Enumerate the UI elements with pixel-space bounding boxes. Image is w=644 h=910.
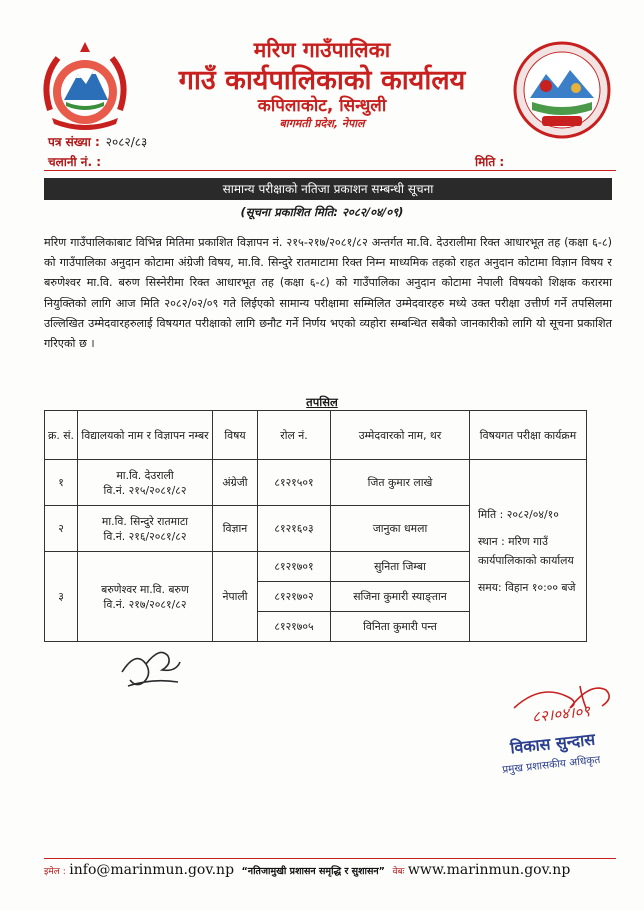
website-label: वेबः <box>392 867 405 877</box>
table-header-row <box>45 411 587 460</box>
website-link[interactable]: www.marinmun.gov.np <box>407 862 571 878</box>
letter-number <box>48 133 147 150</box>
table-row <box>45 460 587 506</box>
exam-schedule <box>470 460 587 642</box>
header-school: विद्यालयको नाम र विज्ञापन नम्बर <box>78 411 213 460</box>
header-office-name: गाउँ कार्यपालिकाको कार्यालय <box>178 65 466 96</box>
row-sn: २ <box>45 506 78 552</box>
letter-number-value: २०८२/८३ <box>105 135 148 149</box>
schedule-date: मिति : २०८२/०४/१० <box>478 507 559 521</box>
header-province: बागमती प्रदेश, नेपाल <box>279 117 365 130</box>
email-label: इमेल : <box>44 867 66 877</box>
notice-title: सामान्य परीक्षाको नतिजा प्रकाशन सम्बन्धी सूचना <box>44 178 612 200</box>
row-roll: ८१२१५०१ <box>258 460 331 506</box>
header-divider <box>44 170 616 171</box>
row-sn: १ <box>45 460 78 506</box>
date-field <box>475 153 510 170</box>
row-roll: ८१२१७०५ <box>258 612 331 642</box>
schedule-time: समय: विहान १०:०० बजे <box>478 580 576 594</box>
header-schedule: विषयगत परीक्षा कार्यक्रम <box>470 411 587 460</box>
letter-number-label: पत्र संख्या : <box>48 135 100 149</box>
row-roll: ८१२१७०१ <box>258 552 331 582</box>
official-stamp <box>490 678 620 788</box>
school-name: बरुणेश्वर मा.वि. बरुण <box>101 582 189 596</box>
dispatch-number <box>48 153 107 170</box>
row-school <box>78 460 213 506</box>
row-candidate: जित कुमार लाखे <box>331 460 470 506</box>
stamp-officer-name: विकास सुन्दास <box>509 729 596 758</box>
row-sn: ३ <box>45 552 78 642</box>
header-roll: रोल नं. <box>258 411 331 460</box>
row-subject: नेपाली <box>213 552 258 642</box>
school-name: मा.वि. देउराली <box>116 468 174 482</box>
advertisement-number: वि.नं. २१५/२०८१/८२ <box>103 483 187 497</box>
row-candidate: सुनिता जिम्बा <box>331 552 470 582</box>
header-sn: क्र. सं. <box>45 411 78 460</box>
stamp-officer-title: प्रमुख प्रशासकीय अधिकृत <box>501 753 601 777</box>
schedule-place: स्थान : मरिण गाउँ कार्यपालिकाको कार्यालय <box>478 534 574 567</box>
date-label: मिति : <box>475 155 505 169</box>
results-table <box>44 410 587 642</box>
advertisement-number: वि.नं. २१६/२०८१/८२ <box>103 529 187 543</box>
notice-subtitle: (सूचना प्रकाशित मिति: २०८२/०४/०९) <box>240 205 404 219</box>
header-name: उम्मेदवारको नाम, थर <box>331 411 470 460</box>
row-candidate: सजिना कुमारी स्याङ्तान <box>331 582 470 612</box>
row-candidate: जानुका धमला <box>331 506 470 552</box>
row-roll: ८१२१६०३ <box>258 506 331 552</box>
row-candidate: विनिता कुमारी पन्त <box>331 612 470 642</box>
footer-divider <box>44 858 616 859</box>
dispatch-number-label: चलानी नं. : <box>48 155 102 169</box>
advertisement-number: वि.नं. २१७/२०८१/८२ <box>103 597 187 611</box>
row-subject: विज्ञान <box>213 506 258 552</box>
row-subject: अंग्रेजी <box>213 460 258 506</box>
footer-slogan: “नतिजामुखी प्रशासन समृद्धि र सुशासन” <box>241 866 385 877</box>
signature-scribble <box>116 642 186 692</box>
header-address: कपिलाकोट, सिन्धुली <box>257 96 387 116</box>
row-school <box>78 506 213 552</box>
notice-body: मरिण गाउँपालिकाबाट विभिन्न मितिमा प्रकाशित विज्ञापन नं. २१५-२१७/२०८१/८२ अन्तर्गत मा.वि. देउरालीमा रिक्त आधारभूत तह (कक्षा ६-८) को गाउँपालिका अनुदान कोटामा अंग्रेजी विषय, मा.वि. सिन्दुरे रातमाटामा रिक्त निम्न माध्यमिक तहको राहत अनुदान कोटामा विज्ञान विषय र बरुणेश्वर मा.वि. बरुण सिस्नेरीमा रिक्त आधारभूत तह (कक्षा ६-८) को गाउँपालिका अनुदान कोटामा नेपाली विषयको शिक्षक करारमा नियुक्तिको लागि आज मिति २०८२/०२/०९ गते लिईएको सामान्य परीक्षामा सम्मिलित उम्मेदवारहरु मध्ये उक्त परीक्षा उत्तीर्ण गर्ने तपसिलमा उल्लिखित उम्मेदवारहरुलाई विषयगत परीक्षाको लागि छनौट गर्ने निर्णय भएको व्यहोरा सम्बन्धित सबैको जानकारीको लागि यो सूचना प्रकाशित गरिएको छ । <box>44 236 612 351</box>
school-name: मा.वि. सिन्दुरे रातमाटा <box>101 514 189 528</box>
email-link[interactable]: info@marinmun.gov.np <box>69 862 235 878</box>
row-school <box>78 552 213 642</box>
footer <box>44 862 616 878</box>
header-subject: विषय <box>213 411 258 460</box>
row-roll: ८१२१७०२ <box>258 582 331 612</box>
header-municipality-name: मरिण गाउँपालिका <box>253 38 391 62</box>
table-caption: तपसिल <box>306 395 338 409</box>
stamp-date: ८२।०४।०९ <box>531 702 591 726</box>
